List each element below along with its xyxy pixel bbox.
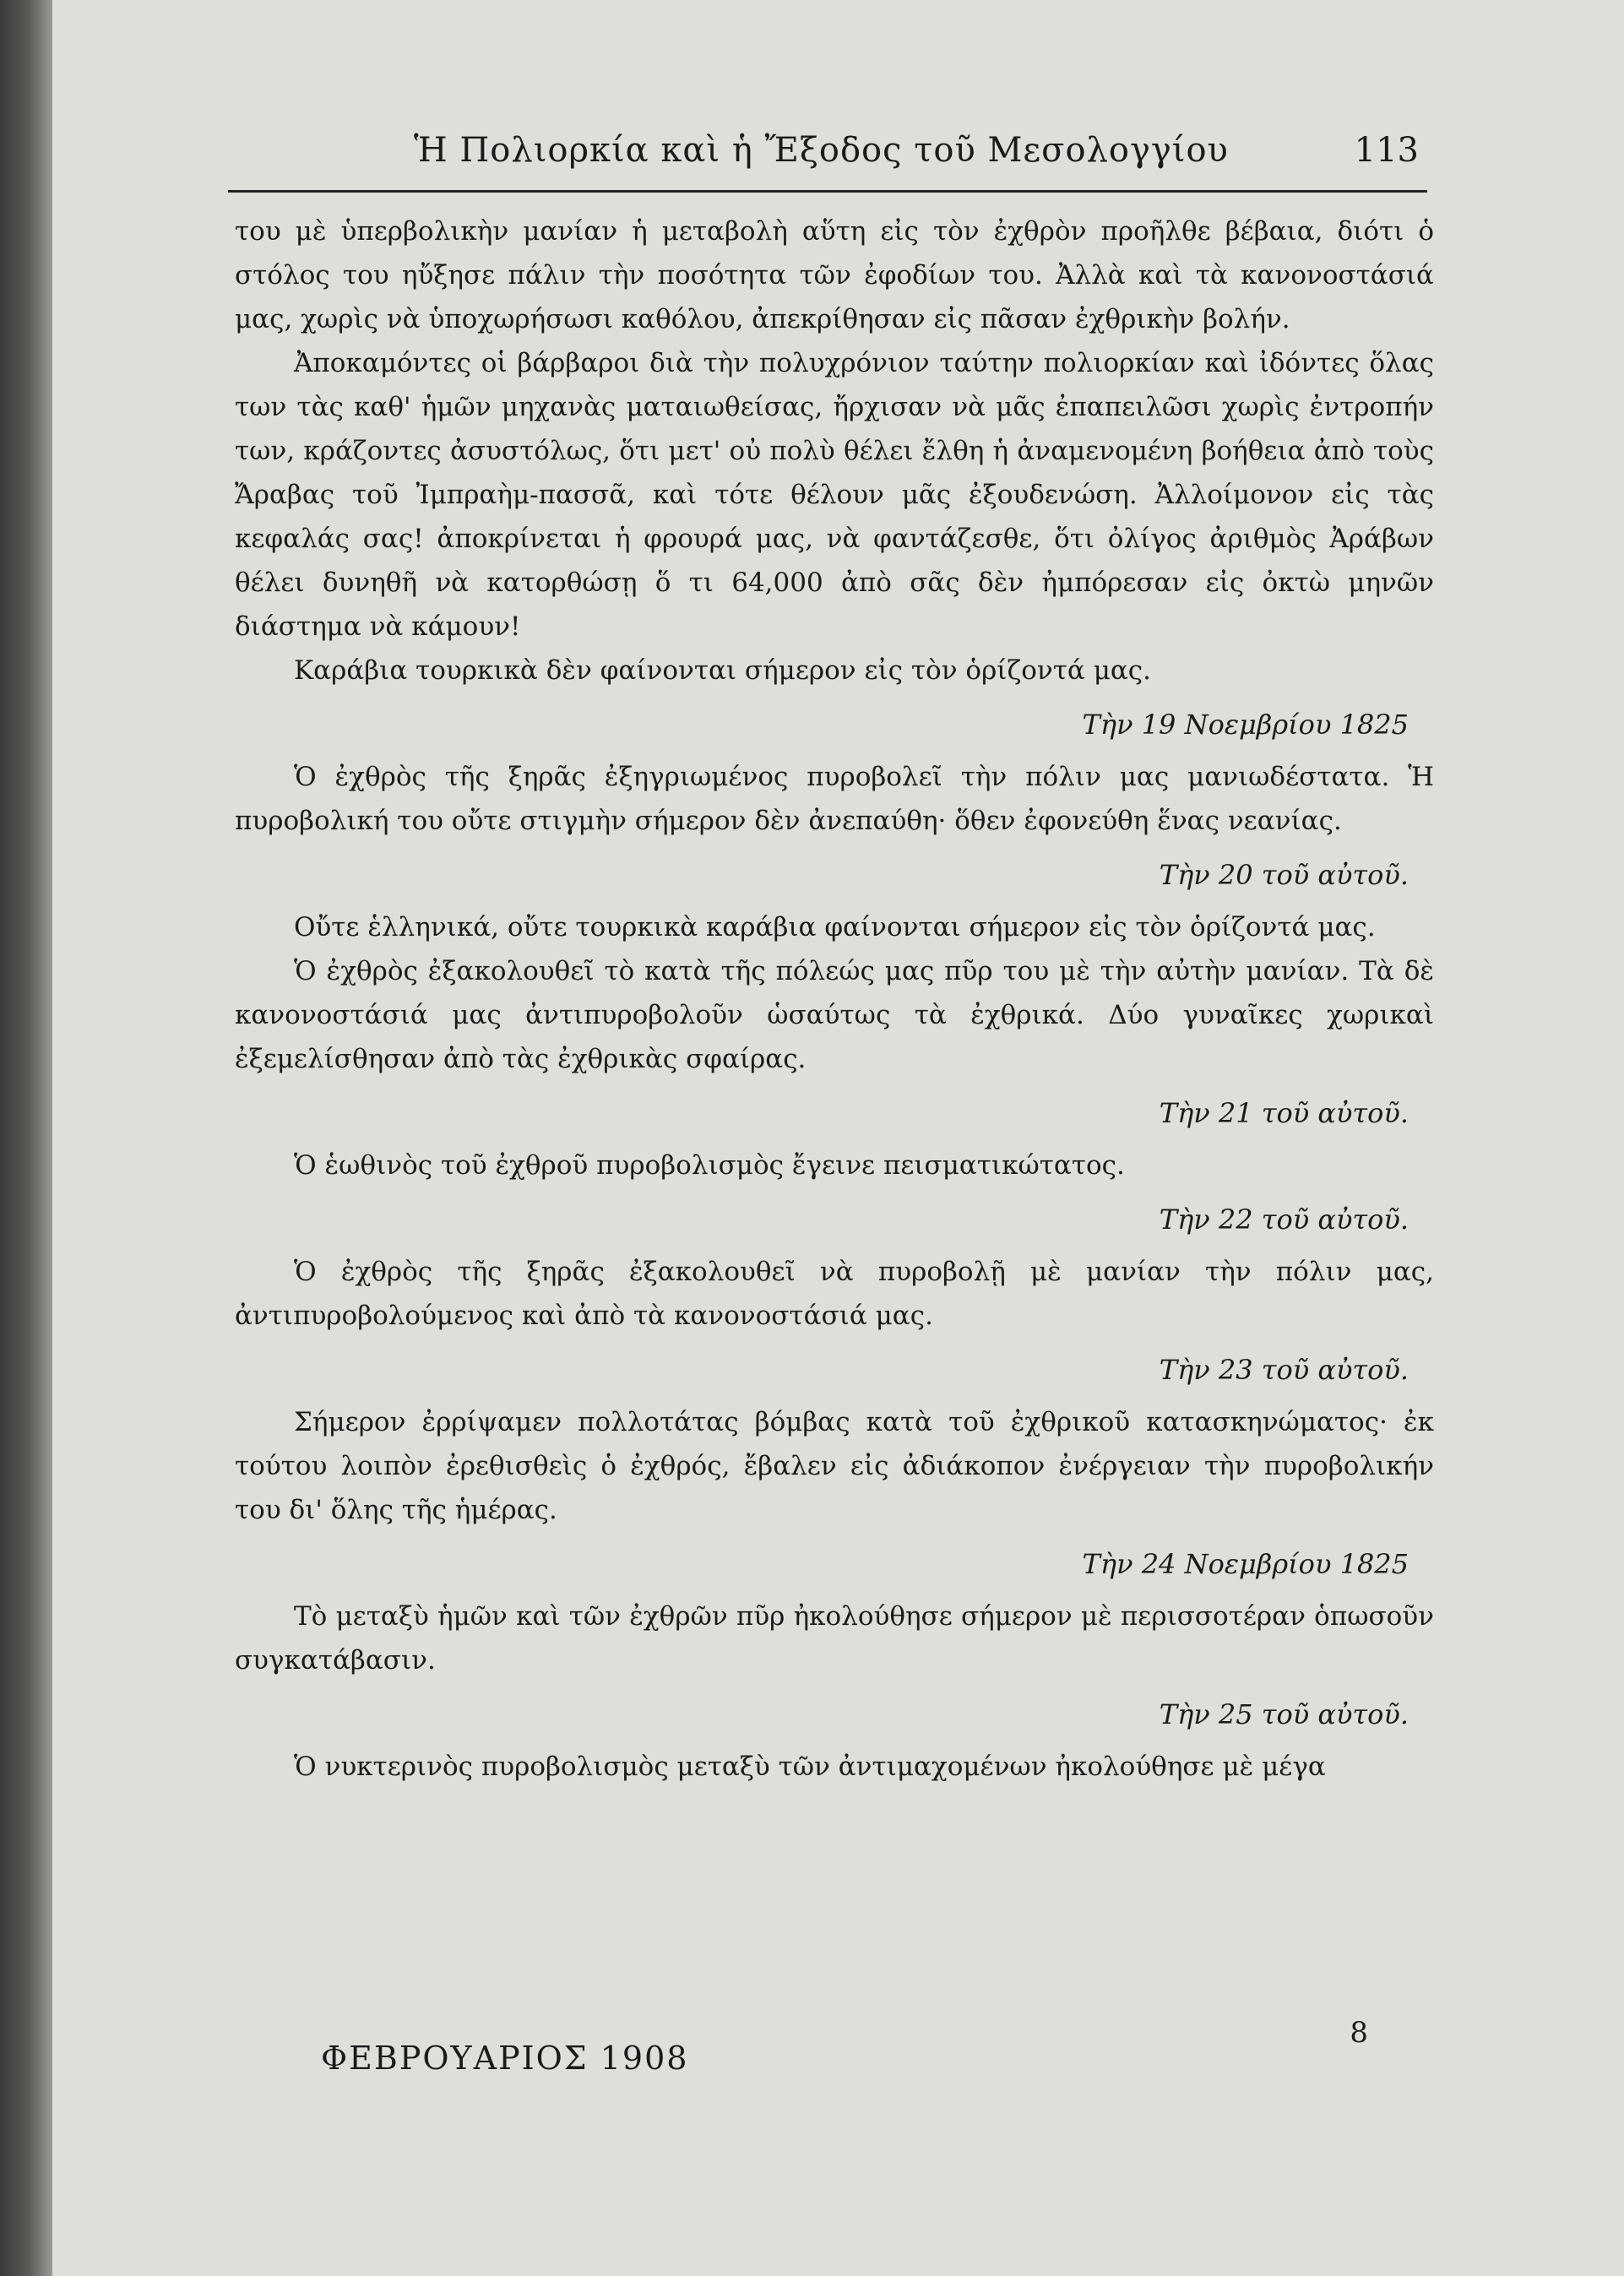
dateline: Τὴν 19 Νοεμβρίου 1825	[1082, 709, 1409, 741]
paragraph: Ὁ νυκτερινὸς πυροβολισμὸς μεταξὺ τῶν ἀντιμαχομένων ἠκολούθησε μὲ μέγα	[294, 1752, 1326, 1782]
paragraph: του μὲ ὑπερβολικὴν μανίαν ἡ μεταβολὴ αὕτη εἰς τὸν ἐχθρὸν προῆλθε βέβαια, διότι ὁ στόλος του ηὔξησε πάλιν τὴν ποσότητα τῶν ἐφοδίων του. Ἀλλὰ καὶ τὰ κανονοστάσιά μας, χωρὶς νὰ ὑποχωρήσωσι καθόλου, ἀπεκρίθησαν εἰς πᾶσαν ἐχθρικὴν βολήν.	[235, 216, 1434, 334]
issue-month: ΦΕΒΡΟΥΑΡΙΟΣ 1908	[321, 2040, 689, 2077]
dateline: Τὴν 23 τοῦ αὐτοῦ.	[1159, 1354, 1409, 1386]
paragraph: Ὁ ἐχθρὸς τῆς ξηρᾶς ἐξακολουθεῖ νὰ πυροβολῇ μὲ μανίαν τὴν πόλιν μας, ἀντιπυροβολούμενος καὶ ἀπὸ τὰ κανονοστάσιά μας.	[235, 1257, 1434, 1331]
paragraph: Καράβια τουρκικὰ δὲν φαίνονται σήμερον εἰς τὸν ὁρίζοντά μας.	[294, 655, 1151, 686]
dateline: Τὴν 25 τοῦ αὐτοῦ.	[1159, 1698, 1409, 1730]
dateline: Τὴν 24 Νοεμβρίου 1825	[1082, 1548, 1409, 1580]
page-number: 113	[1354, 131, 1419, 170]
paragraph: Ὁ ἑωθινὸς τοῦ ἐχθροῦ πυροβολισμὸς ἔγεινε πεισματικώτατος.	[294, 1150, 1125, 1181]
paragraph: Τὸ μεταξὺ ἡμῶν καὶ τῶν ἐχθρῶν πῦρ ἠκολούθησε σήμερον μὲ περισσοτέραν ὁπωσοῦν συγκατάβασιν.	[235, 1601, 1434, 1676]
paragraph: Σήμερον ἐρρίψαμεν πολλοτάτας βόμβας κατὰ τοῦ ἐχθρικοῦ κατασκηνώματος· ἐκ τούτου λοιπὸν ἐρεθισθεὶς ὁ ἐχθρός, ἔβαλεν εἰς ἀδιάκοπον ἐνέργειαν τὴν πυροβολικήν του δι' ὅλης τῆς ἡμέρας.	[235, 1407, 1434, 1525]
body-text	[235, 209, 1434, 1789]
page-footer	[321, 2016, 1402, 2099]
dateline: Τὴν 20 τοῦ αὐτοῦ.	[1159, 859, 1409, 891]
paragraph: Ὁ ἐχθρὸς ἐξακολουθεῖ τὸ κατὰ τῆς πόλεώς μας πῦρ του μὲ τὴν αὐτὴν μανίαν. Τὰ δὲ κανονοστάσιά μας ἀντιπυροβολοῦν ὡσαύτως τὰ ἐχθρικά. Δύο γυναῖκες χωρικαὶ ἐξεμελίσθησαν ἀπὸ τὰς ἐχθρικὰς σφαίρας.	[235, 956, 1434, 1074]
paragraph: Ὁ ἐχθρὸς τῆς ξηρᾶς ἐξηγριωμένος πυροβολεῖ τὴν πόλιν μας μανιωδέστατα. Ἡ πυροβολική του οὔτε στιγμὴν σήμερον δὲν ἀνεπαύθη· ὅθεν ἐφονεύθη ἕνας νεανίας.	[235, 762, 1434, 836]
header-rule	[228, 190, 1427, 193]
dateline: Τὴν 21 τοῦ αὐτοῦ.	[1159, 1097, 1409, 1129]
paragraph: Ἀποκαμόντες οἱ βάρβαροι διὰ τὴν πολυχρόνιον ταύτην πολιορκίαν καὶ ἰδόντες ὅλας των τὰς καθ' ἡμῶν μηχανὰς ματαιωθείσας, ἤρχισαν νὰ μᾶς ἐπαπειλῶσι χωρὶς ἐντροπήν των, κράζοντες ἀσυστόλως, ὅτι μετ' οὐ πολὺ θέλει ἔλθη ἡ ἀναμενομένη βοήθεια ἀπὸ τοὺς Ἄραβας τοῦ Ἰμπραὴμ-πασσᾶ, καὶ τότε θέλουν μᾶς ἐξουδενώση. Ἀλλοίμονον εἰς τὰς κεφαλάς σας! ἀποκρίνεται ἡ φρουρά μας, νὰ φαντάζεσθε, ὅτι ὀλίγος ἀριθμὸς Ἀράβων θέλει δυνηθῆ νὰ κατορθώσῃ ὅ τι 64,000 ἀπὸ σᾶς δὲν ἠμπόρεσαν εἰς ὀκτὼ μηνῶν διάστημα νὰ κάμουν!	[235, 348, 1434, 642]
paragraph: Οὔτε ἑλληνικά, οὔτε τουρκικὰ καράβια φαίνονται σήμερον εἰς τὸν ὁρίζοντά μας.	[294, 912, 1376, 942]
running-header	[228, 131, 1436, 190]
dateline: Τὴν 22 τοῦ αὐτοῦ.	[1159, 1203, 1409, 1236]
book-spine	[0, 0, 52, 2276]
running-title: Ἡ Πολιορκία καὶ ἡ Ἔξοδος τοῦ Μεσολογγίου	[414, 131, 1229, 170]
signature-mark: 8	[1350, 2016, 1368, 2050]
